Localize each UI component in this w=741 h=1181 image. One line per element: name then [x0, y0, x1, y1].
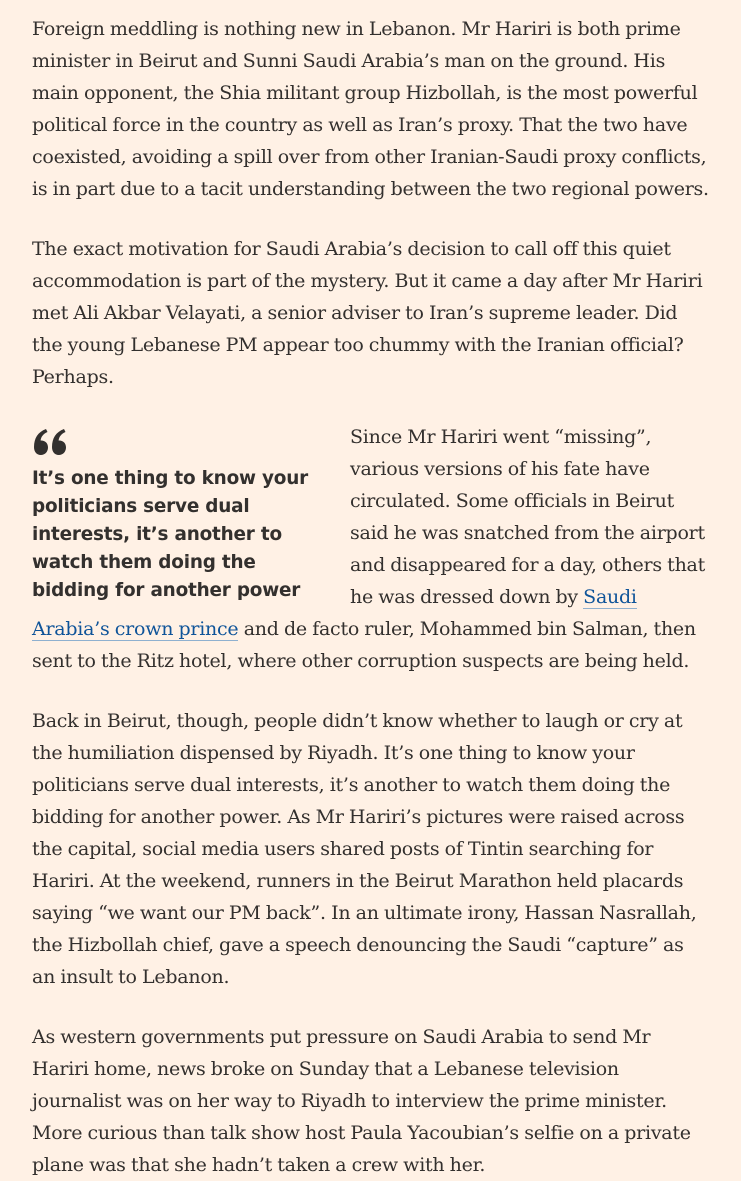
paragraph-3-start: Since Mr Hariri went “missing”, various versions of his fate have circulated. Some officials in Beirut said he was snatched from the airport and disappeared for a day, others that he was dressed down by	[350, 426, 706, 608]
crown-prince-link[interactable]: Saudi Arabia’s crown prince	[32, 586, 637, 640]
pull-quote	[32, 427, 328, 605]
paragraph-3-end: and de facto ruler, Mohammed bin Salman, then sent to the Ritz hotel, where other corruption suspects are being held.	[32, 618, 696, 672]
paragraph-1: Foreign meddling is nothing new in Lebanon. Mr Hariri is both prime minister in Beirut and Sunni Saudi Arabia’s man on the ground. His main opponent, the Shia militant group Hizbollah, is the most powerful political force in the country as well as Iran’s proxy. That the two have coexisted, avoiding a spill over from other Iranian-Saudi proxy conflicts, is in part due to a tacit understanding between the two regional powers.	[32, 18, 709, 200]
pull-quote-text: It’s one thing to know your politicians serve dual interests, it’s another to watch them doing the bidding for another power	[32, 468, 308, 601]
paragraph-4: Back in Beirut, though, people didn’t know whether to laugh or cry at the humiliation dispensed by Riyadh. It’s one thing to know your politicians serve dual interests, it’s another to watch them doing the bidding for another power. As Mr Hariri’s pictures were raised across the capital, social media users shared posts of Tintin searching for Hariri. At the weekend, runners in the Beirut Marathon held placards saying “we want our PM back”. In an ultimate irony, Hassan Nasrallah, the Hizbollah chief, gave a speech denouncing the Saudi “capture” as an insult to Lebanon.	[32, 710, 697, 988]
paragraph-2: The exact motivation for Saudi Arabia’s decision to call off this quiet accommodation is part of the mystery. But it came a day after Mr Hariri met Ali Akbar Velayati, a senior adviser to Iran’s supreme leader. Did the young Lebanese PM appear too chummy with the Iranian official? Perhaps.	[32, 238, 703, 388]
paragraph-5: As western governments put pressure on Saudi Arabia to send Mr Hariri home, news broke on Sunday that a Lebanese television journalist was on her way to Riyadh to interview the prime minister. More curious than talk show host Paula Yacoubian’s selfie on a private plane was that she hadn’t taken a crew with her.	[32, 1026, 691, 1176]
quote-mark-icon	[32, 427, 72, 461]
